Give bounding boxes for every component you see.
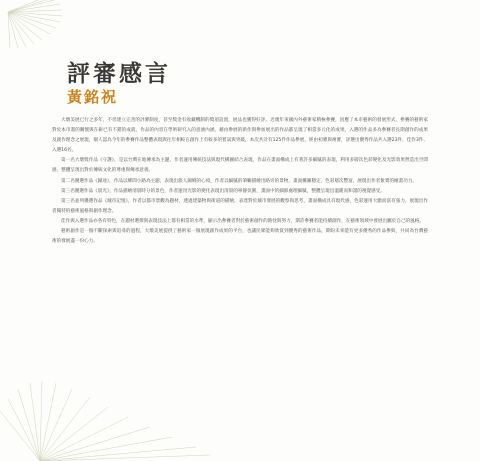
paragraph: 佳作與入選作品亦各有特色，在題材選擇與表現技法上都有相當的水準，顯示出參賽者對於藝術創作的熱忱與努力，期許參賽者能持續創作，在藝術領域中發展出屬於自己的風格。 [61,218,424,224]
decorative-rays-icon [0,381,210,461]
decorative-sunburst-icon [0,0,70,60]
paragraph: 第三名並列優選作品《城市記憶》，作者以都市景觀為題材，透過建築物與街道的描繪，表達對於城市發展的觀察與思考，畫面構成具有現代感，色彩運用大膽而富有張力，展現出作者獨特的藝術風格與創作理念。 [52,198,428,214]
paragraph: 第一名大墩獎作品《守護》，是以台灣在地傳承為主題，作者運用傳統技法與現代構圖結合表現，作品在畫面構成上有著許多細膩的表現，利用多層次色彩變化及光影效果營造出空間感，整體呈現出對於傳統文化的尊重與傳承意義。 [52,158,428,174]
article-body [52,116,428,247]
paragraph: 大墩美展已行之多年，不但建立完善的評審制度，甚至獎金有收藏機制的獎項設置，展品也獲得好評。近幾年來國內外藝術家積極參賽，因應了本市藝術的發展形式，參賽的藝術家對於本市畫的關懷與在嶄已有不錯的成就，作品的內容在學術研究入的意涵內涵，藉由參展的新作與參加展出的作品都呈現了相當多元化的成果，入選的作品多為參賽者長期創作的成果及創作理念之展現，個人認為今年的參賽作品整體表現與往年相較在創作上有較多的嘗試與突破，本次共計有125件作品參展，經由初審與複審，評選出優秀作品共入選23件，佳作3件、入選16名。 [52,118,428,154]
paragraph: 第三名優選作品《晨光》，作品描繪清晨時分的景色，作者運用光影的變化表現出清晨的寧靜氛圍，畫面中的細節處理細膩，整體呈現出溫暖而和諧的視覺感受。 [61,188,385,194]
author-name: 黃銘祝 [67,88,119,106]
paragraph: 藝術創作是一個不斷探索與追尋的過程，大墩美展提供了藝術家一個展現創作成果的平台，也讓民眾能夠欣賞到優秀的藝術作品，期盼未來能有更多優秀的作品參與，共同為台灣藝術的發展盡一份心力。 [52,229,428,245]
page-title: 評審感言 [67,60,171,87]
paragraph: 第二名優選作品《歸途》，作品以鄉間小路為主題，表現出旅人歸鄉的心境，作者以細膩的筆觸描繪出路旁的景物，畫面構圖穩定，色彩層次豐富，展現出作者紮實的繪畫功力。 [61,178,418,184]
